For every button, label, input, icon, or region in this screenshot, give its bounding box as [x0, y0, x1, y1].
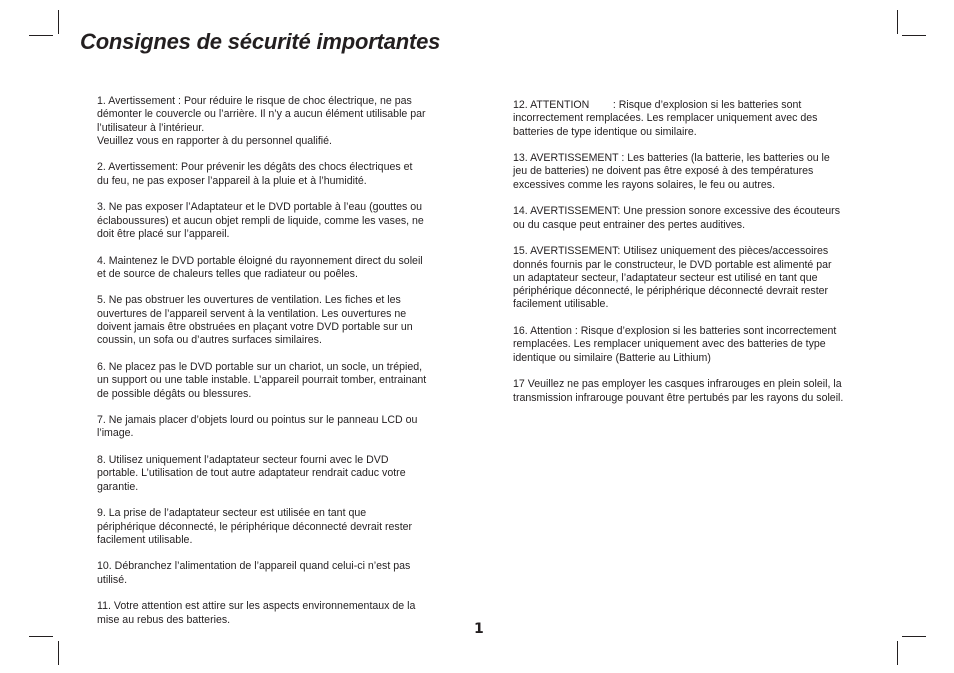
safety-instruction: [97, 560, 451, 587]
instruction-line: excessives comme les rayons solaires, le feu ou autres.: [513, 178, 776, 191]
left-column: [97, 95, 451, 640]
instruction-line: démonter le couvercle ou l’arrière. Il n’y a aucun élément utilisable par: [97, 108, 426, 121]
instruction-line: batteries de type identique ou similaire.: [513, 125, 697, 138]
instruction-line: facilement utilisable.: [97, 533, 193, 546]
safety-instruction: [97, 507, 451, 547]
instruction-line: un adaptateur secteur, l’adaptateur secteur est utilisé en tant que: [513, 271, 818, 284]
page-title: Consignes de sécurité importantes: [80, 29, 441, 54]
page-number: 1: [474, 621, 484, 637]
instruction-line: mise au rebus des batteries.: [97, 613, 231, 626]
right-column: [513, 99, 865, 418]
instruction-line: garantie.: [97, 480, 139, 493]
safety-instruction: [513, 152, 865, 192]
instruction-line: remplacées. Les remplacer uniquement avec des batteries de type: [513, 338, 826, 351]
instruction-line: éclaboussures) et aucun objet rempli de liquide, comme les vases, ne: [97, 214, 424, 227]
instruction-line: doit être placé sur l’appareil.: [97, 227, 230, 240]
instruction-line: 16. Attention : Risque d’explosion si les batteries sont incorrectement: [513, 325, 837, 338]
instruction-line: 14. AVERTISSEMENT: Une pression sonore excessive des écouteurs: [513, 205, 840, 218]
instruction-line: 11. Votre attention est attire sur les aspects environnementaux de la: [97, 600, 416, 613]
instruction-line: périphérique déconnecté, le périphérique déconnecté devrait rester: [97, 520, 413, 533]
instruction-line: 17 Veuillez ne pas employer les casques infrarouges en plein soleil, la: [513, 378, 842, 391]
safety-instruction: [513, 378, 865, 405]
safety-instruction: [97, 454, 451, 494]
instruction-line: 8. Utilisez uniquement l’adaptateur secteur fourni avec le DVD: [97, 454, 389, 467]
safety-instruction: [97, 294, 451, 347]
instruction-line: 15. AVERTISSEMENT: Utilisez uniquement des pièces/accessoires: [513, 245, 829, 258]
instruction-line: transmission infrarouge pouvant être pertubés par les rayons du soleil.: [513, 391, 844, 404]
instruction-line: 13. AVERTISSEMENT : Les batteries (la batterie, les batteries ou le: [513, 152, 830, 165]
safety-instruction: [513, 325, 865, 365]
safety-instruction: [97, 600, 451, 627]
crop-mark-bottom-right-horizontal: [902, 636, 926, 637]
instruction-line: 5. Ne pas obstruer les ouvertures de ventilation. Les fiches et les: [97, 294, 401, 307]
safety-instruction: [97, 161, 451, 188]
crop-mark-top-left-vertical: [58, 10, 59, 34]
instruction-line: et de source de chaleurs telles que radiateur ou poêles.: [97, 267, 358, 280]
instruction-line: 6. Ne placez pas le DVD portable sur un chariot, un socle, un trépied,: [97, 360, 423, 373]
instruction-line: du feu, ne pas exposer l’appareil à la pluie et à l’humidité.: [97, 174, 367, 187]
crop-mark-top-left-horizontal: [29, 35, 53, 36]
instruction-line: identique ou similaire (Batterie au Lithium): [513, 351, 711, 364]
instruction-line: donnés fournis par le constructeur, le DVD portable est alimenté par: [513, 258, 832, 271]
instruction-line: 7. Ne jamais placer d’objets lourd ou pointus sur le panneau LCD ou: [97, 414, 418, 427]
safety-instruction: [97, 201, 451, 241]
instruction-line: incorrectement remplacées. Les remplacer uniquement avec des: [513, 112, 818, 125]
instruction-line: facilement utilisable.: [513, 298, 609, 311]
safety-instruction: [513, 245, 865, 311]
instruction-line: 9. La prise de l’adaptateur secteur est utilisée en tant que: [97, 507, 367, 520]
instruction-line: un support ou une table instable. L’appareil pourrait tomber, entrainant: [97, 374, 427, 387]
instruction-line: portable. L’utilisation de tout autre adaptateur rendrait caduc votre: [97, 467, 406, 480]
instruction-line: 1. Avertissement : Pour réduire le risque de choc électrique, ne pas: [97, 95, 412, 107]
instruction-line: Veuillez vous en rapporter à du personnel qualifié.: [97, 134, 332, 147]
crop-mark-bottom-right-vertical: [897, 641, 898, 665]
instruction-line: 2. Avertissement: Pour prévenir les dégâts des chocs électriques et: [97, 161, 413, 174]
instruction-line: 3. Ne pas exposer l’Adaptateur et le DVD portable à l’eau (gouttes ou: [97, 201, 423, 214]
safety-instruction: [97, 255, 451, 282]
instruction-line: périphérique déconnecté, le périphérique déconnecté devrait rester: [513, 285, 829, 298]
instruction-line: 10. Débranchez l’alimentation de l’appareil quand celui-ci n’est pas: [97, 560, 411, 573]
instruction-line: utilisé.: [97, 573, 128, 586]
instruction-line: l’utilisateur à l’intérieur.: [97, 121, 205, 134]
crop-mark-top-right-horizontal: [902, 35, 926, 36]
crop-mark-bottom-left-vertical: [58, 641, 59, 665]
safety-instruction: [513, 205, 865, 232]
instruction-line: jeu de batteries) ne doivent pas être exposé à des températures: [513, 165, 814, 178]
instruction-line: 12. ATTENTION : Risque d’explosion si les batteries sont: [513, 99, 802, 111]
instruction-line: l’image.: [97, 427, 134, 440]
instruction-line: ouvertures de l’appareil servent à la ventilation. Les ouvertures ne: [97, 307, 407, 320]
safety-instruction: [97, 414, 451, 441]
safety-instruction: [97, 95, 451, 148]
instruction-line: 4. Maintenez le DVD portable éloigné du rayonnement direct du soleil: [97, 254, 423, 267]
safety-instruction: [513, 99, 865, 139]
crop-mark-bottom-left-horizontal: [29, 636, 53, 637]
instruction-line: doivent jamais être obstruées en plaçant votre DVD portable sur un: [97, 321, 413, 334]
instruction-line: coussin, un sofa ou d’autres surfaces similaires.: [97, 334, 322, 347]
crop-mark-top-right-vertical: [897, 10, 898, 34]
instruction-line: de possible dégâts ou blessures.: [97, 387, 252, 400]
safety-instruction: [97, 361, 451, 401]
instruction-line: ou du casque peut entrainer des pertes auditives.: [513, 218, 746, 231]
